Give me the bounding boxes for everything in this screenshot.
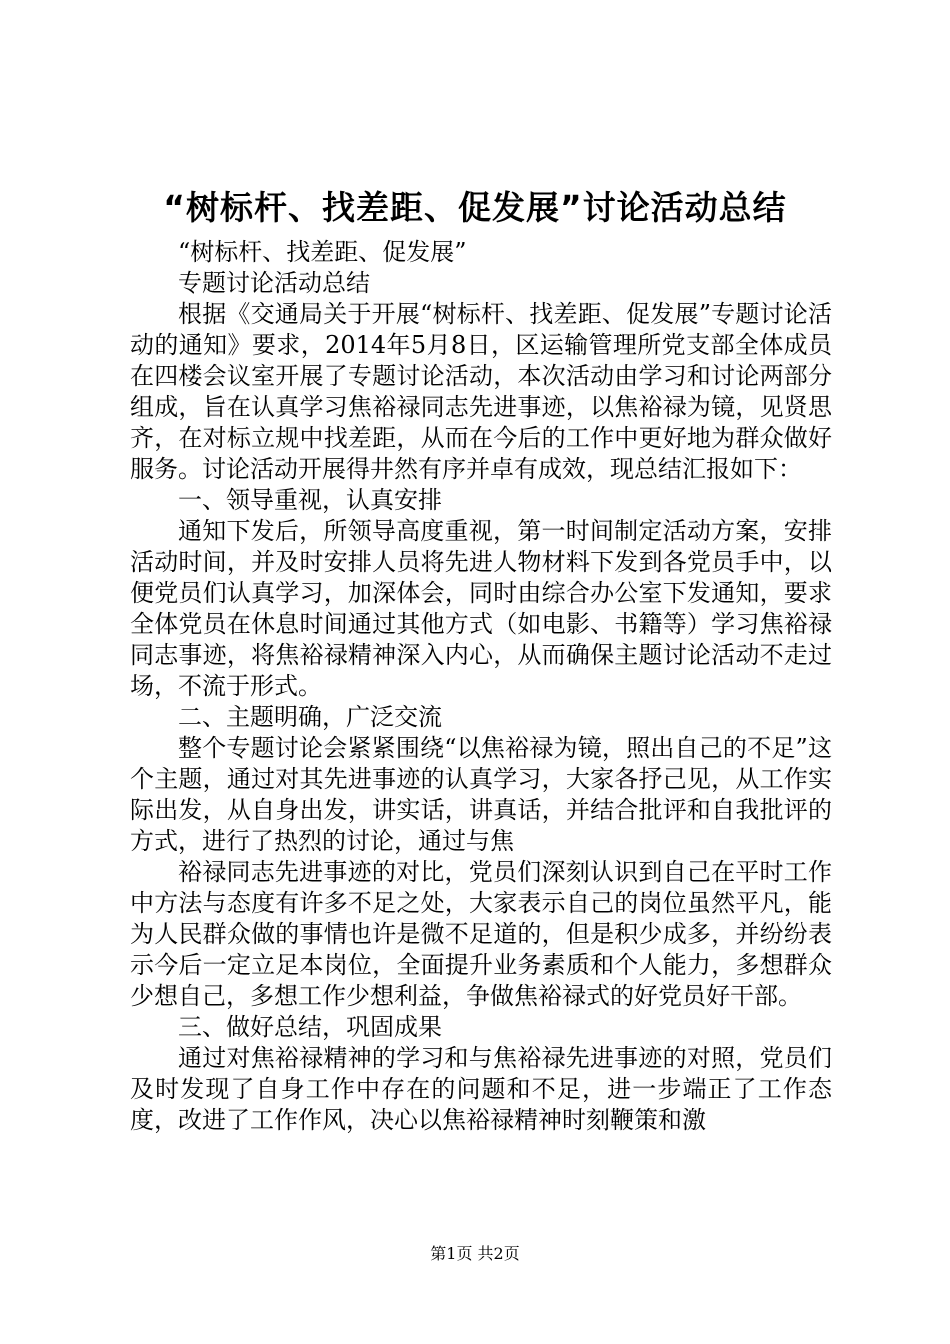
section-2-paragraph-2: 裕禄同志先进事迹的对比，党员们深刻认识到自己在平时工作中方法与态度有许多不足之处，大家表示自己的岗位虽然平凡，能为人民群众做的事情也许是微不足道的，但是积少成多，并纷纷表示今后一定立足本岗位，全面提升业务素质和个人能力，多想群众少想自己，多想工作少想利益，争做焦裕禄式的好党员好干部。: [130, 858, 832, 1010]
section-heading-3: 三、做好总结，巩固成果: [178, 1013, 442, 1041]
subtitle-line-1: “树标杆、找差距、促发展”: [178, 238, 467, 266]
section-3-paragraph: 通过对焦裕禄精神的学习和与焦裕禄先进事迹的对照，党员们及时发现了自身工作中存在的问题和不足，进一步端正了工作态度，改进了工作作风，决心以焦裕禄精神时刻鞭策和激: [130, 1044, 832, 1134]
intro-paragraph: 根据《交通局关于开展“树标杆、找差距、促发展”专题讨论活动的通知》要求，2014年5月8日，区运输管理所党支部全体成员在四楼会议室开展了专题讨论活动，本次活动由学习和讨论两部分组成，旨在认真学习焦裕禄同志先进事迹，以焦裕禄为镜，见贤思齐，在对标立规中找差距，从而在今后的工作中更好地为群众做好服务。讨论活动开展得井然有序并卓有成效，现总结汇报如下：: [130, 300, 832, 483]
page-footer: 第1页 共2页: [430, 1244, 520, 1263]
document-body: [130, 237, 832, 1136]
section-1-paragraph: 通知下发后，所领导高度重视，第一时间制定活动方案，安排活动时间，并及时安排人员将先进人物材料下发到各党员手中，以便党员们认真学习，加深体会，同时由综合办公室下发通知，要求全体党员在休息时间通过其他方式（如电影、书籍等）学习焦裕禄同志事迹，将焦裕禄精神深入内心，从而确保主题讨论活动不走过场，不流于形式。: [130, 517, 832, 700]
subtitle-line-2: 专题讨论活动总结: [178, 269, 370, 297]
section-2-paragraph-1: 整个专题讨论会紧紧围绕“以焦裕禄为镜，照出自己的不足”这个主题，通过对其先进事迹的认真学习，大家各抒己见，从工作实际出发，从自身出发，讲实话，讲真话，并结合批评和自我批评的方式，进行了热烈的讨论，通过与焦: [130, 734, 832, 855]
section-heading-2: 二、主题明确，广泛交流: [178, 703, 442, 731]
document-title: “树标杆、找差距、促发展”讨论活动总结: [163, 188, 787, 227]
section-heading-1: 一、领导重视，认真安排: [178, 486, 442, 514]
